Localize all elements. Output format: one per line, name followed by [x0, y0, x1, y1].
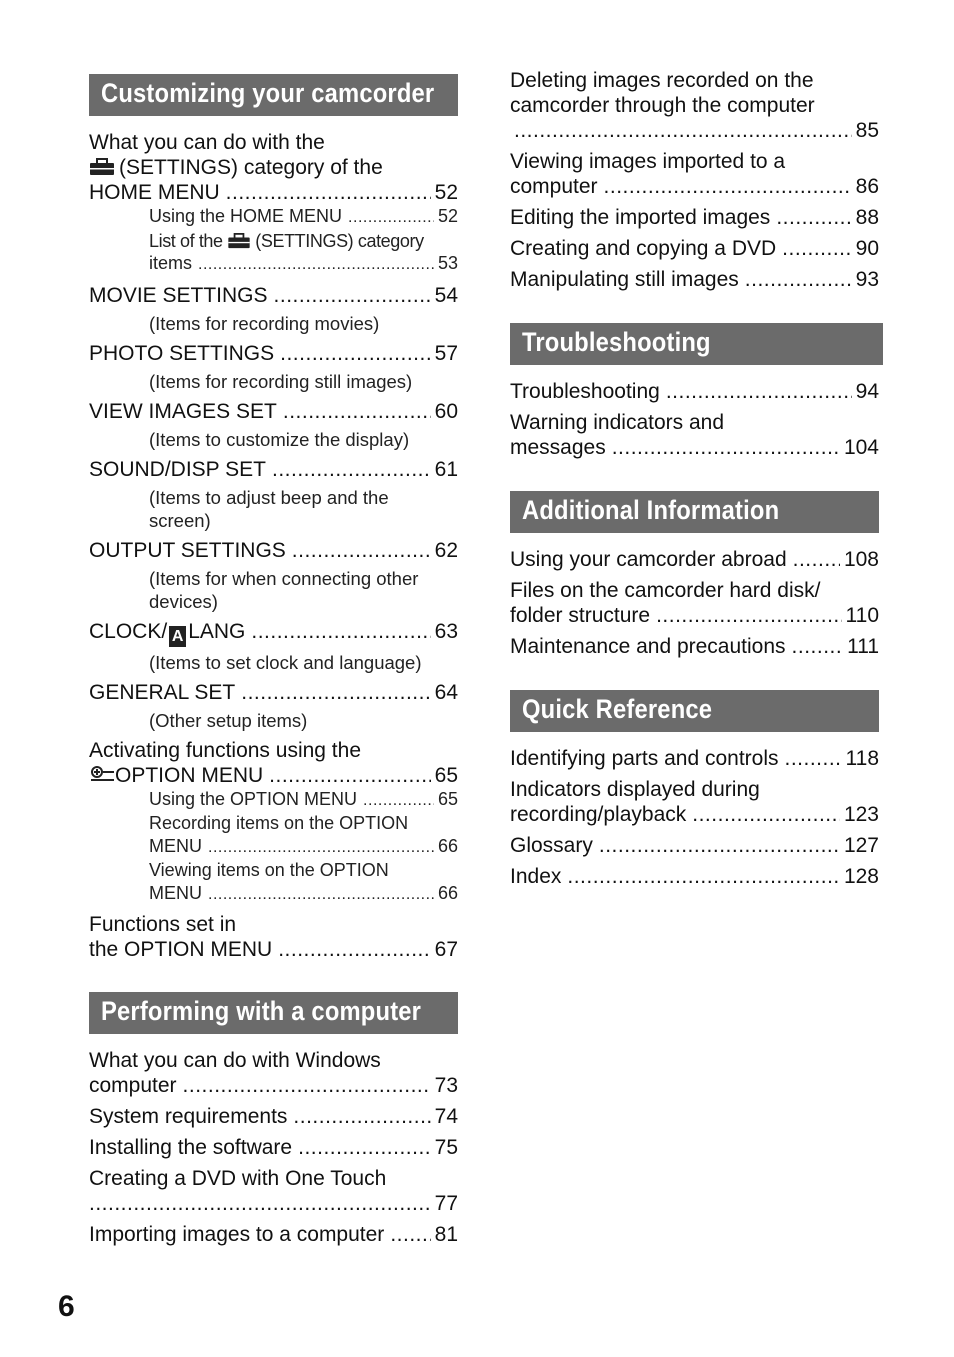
leader-dots — [298, 1135, 431, 1160]
right-column — [510, 68, 879, 889]
toc-subentry-viewing-option[interactable]: Viewing items on the OPTION MENU ..... 66 — [149, 859, 458, 906]
page-ref: 86 — [855, 175, 879, 198]
toc-entry-index[interactable]: Index ..... 128 — [510, 864, 879, 889]
leader-dots — [390, 1222, 430, 1247]
page-ref: 66 — [437, 835, 458, 856]
leader-dots — [692, 802, 840, 827]
page-ref: 77 — [434, 1192, 458, 1215]
section-header-quick-reference: Quick Reference — [510, 690, 879, 732]
leader-dots — [272, 457, 431, 482]
leader-dots — [283, 399, 431, 424]
leader-dots — [241, 680, 430, 705]
toc-entry-editing[interactable]: Editing the imported images ..... 88 — [510, 205, 879, 230]
toc-entry-view-images-set[interactable]: VIEW IMAGES SET ..... 60 — [89, 399, 458, 424]
leader-dots — [278, 937, 430, 962]
page-ref: 65 — [437, 788, 458, 809]
page-ref: 94 — [855, 380, 879, 403]
page-ref: 52 — [434, 181, 458, 204]
leader-dots — [198, 254, 434, 277]
leader-dots — [599, 833, 840, 858]
leader-dots — [292, 538, 431, 563]
toc-entry-photo-settings[interactable]: PHOTO SETTINGS ..... 57 — [89, 341, 458, 366]
toc-entry-identifying[interactable]: Identifying parts and controls ..... 118 — [510, 746, 879, 771]
toc-entry-deleting[interactable]: Deleting images recorded on the camcorder through the computer ..... 85 — [510, 68, 879, 143]
toolbox-icon — [227, 232, 251, 248]
leader-dots — [782, 236, 851, 261]
leader-dots — [274, 283, 431, 308]
page-ref: 57 — [434, 341, 458, 365]
page-ref: 81 — [434, 1223, 458, 1246]
leader-dots — [785, 746, 842, 771]
page-ref: 52 — [437, 206, 458, 226]
leader-dots — [793, 547, 840, 572]
toc-entry-glossary[interactable]: Glossary ..... 127 — [510, 833, 879, 858]
leader-dots — [514, 118, 852, 143]
page-ref: 88 — [855, 206, 879, 229]
toolbox-icon — [89, 157, 115, 175]
page-ref: 60 — [434, 399, 458, 423]
page-ref: 108 — [843, 548, 879, 571]
leader-dots — [89, 1191, 431, 1216]
page-number: 6 — [58, 1290, 75, 1323]
toc-entry-system-requirements[interactable]: System requirements ..... 74 — [89, 1104, 458, 1129]
page-ref: 66 — [437, 882, 458, 903]
page-ref: 74 — [434, 1105, 458, 1128]
page-ref: 62 — [434, 538, 458, 562]
section-header-troubleshooting: Troubleshooting — [510, 323, 883, 365]
toc-entry-troubleshooting[interactable]: Troubleshooting ..... 94 — [510, 379, 879, 404]
page-ref: 61 — [434, 457, 458, 481]
leader-dots — [666, 379, 852, 404]
toc-entry-viewing-imported[interactable]: Viewing images imported to a computer ..... 86 — [510, 149, 879, 199]
toc-entry-settings[interactable]: What you can do with the (SETTINGS) category of the HOME MENU ..... 52 — [89, 130, 458, 205]
toc-entry-clock-lang[interactable]: CLOCK/ A LANG ..... 63 — [89, 619, 458, 647]
toc-entry-abroad[interactable]: Using your camcorder abroad ..... 108 — [510, 547, 879, 572]
page-ref: 118 — [845, 747, 879, 770]
toc-entry-warning[interactable]: Warning indicators and messages ..... 104 — [510, 410, 879, 460]
leader-dots — [792, 634, 844, 659]
leader-dots — [208, 837, 434, 860]
left-column — [89, 74, 458, 1247]
page-ref: 75 — [434, 1136, 458, 1159]
toc-note: (Items for recording movies) — [149, 312, 380, 334]
toc-entry-importing[interactable]: Importing images to a computer ..... 81 — [89, 1222, 458, 1247]
toc-entry-sound-disp-set[interactable]: SOUND/DISP SET ..... 61 — [89, 457, 458, 482]
leader-dots — [251, 619, 430, 644]
leader-dots — [776, 205, 851, 230]
leader-dots — [612, 435, 840, 460]
page-ref: 53 — [437, 253, 458, 273]
option-menu-icon — [89, 765, 115, 785]
page-ref: 123 — [843, 803, 879, 826]
page-ref: 127 — [843, 834, 879, 857]
section-header-additional: Additional Information — [510, 491, 879, 533]
toc-subentry-using-option[interactable]: Using the OPTION MENU ..... 65 — [149, 788, 458, 813]
leader-dots — [269, 763, 430, 788]
leader-dots — [226, 180, 431, 205]
page-ref: 67 — [434, 938, 458, 961]
toc-note: (Items for recording still images) — [149, 370, 413, 392]
leader-dots — [567, 864, 840, 889]
toc-note: (Items to set clock and language) — [149, 651, 422, 673]
page-ref: 128 — [843, 865, 879, 888]
section-header-computer: Performing with a computer — [89, 992, 458, 1034]
toc-entry-indicators[interactable]: Indicators displayed during recording/playback ..... 123 — [510, 777, 879, 827]
a-letter-icon: A — [169, 626, 186, 647]
toc-entry-dvd-one-touch[interactable]: Creating a DVD with One Touch ..... 77 — [89, 1166, 458, 1216]
leader-dots — [208, 884, 434, 907]
toc-note: (Other setup items) — [149, 709, 308, 731]
toc-entry-creating-dvd[interactable]: Creating and copying a DVD ..... 90 — [510, 236, 879, 261]
leader-dots — [656, 603, 841, 628]
toc-entry-option-menu[interactable]: Activating functions using the OPTION MENU ..... 65 — [89, 738, 458, 788]
leader-dots — [183, 1073, 431, 1098]
toc-entry-manipulating[interactable]: Manipulating still images ..... 93 — [510, 267, 879, 292]
page-ref: 85 — [855, 119, 879, 142]
toc-entry-functions-set[interactable]: Functions set in the OPTION MENU ..... 67 — [89, 912, 458, 962]
page-ref: 110 — [845, 604, 879, 627]
toc-entry-installing[interactable]: Installing the software ..... 75 — [89, 1135, 458, 1160]
toc-entry-files[interactable]: Files on the camcorder hard disk/ folder structure ..... 110 — [510, 578, 879, 628]
leader-dots — [604, 174, 852, 199]
toc-entry-output-settings[interactable]: OUTPUT SETTINGS ..... 62 — [89, 538, 458, 563]
toc-entry-windows[interactable]: What you can do with Windows computer ..... 73 — [89, 1048, 458, 1098]
toc-note: (Items to customize the display) — [149, 428, 410, 450]
page-ref: 63 — [434, 619, 458, 643]
toc-entry-general-set[interactable]: GENERAL SET ..... 64 — [89, 680, 458, 705]
page-ref: 65 — [434, 763, 458, 787]
page-ref: 64 — [434, 680, 458, 704]
leader-dots — [363, 790, 434, 813]
page-ref: 104 — [843, 436, 879, 459]
page-ref: 111 — [847, 635, 879, 658]
leader-dots — [745, 267, 852, 292]
page-ref: 54 — [434, 283, 458, 307]
section-header-customizing: Customizing your camcorder — [89, 74, 458, 116]
page-ref: 73 — [434, 1074, 458, 1097]
page-ref: 93 — [855, 268, 879, 291]
toc-entry-movie-settings[interactable]: MOVIE SETTINGS ..... 54 — [89, 283, 458, 308]
toc-note: (Items for when connecting other devices) — [149, 567, 419, 612]
toc-subentry-recording-option[interactable]: Recording items on the OPTION MENU ..... 66 — [149, 812, 458, 859]
leader-dots — [280, 341, 431, 366]
toc-entry-maintenance[interactable]: Maintenance and precautions ..... 111 — [510, 634, 879, 659]
toc-subentry-home-menu[interactable]: Using the HOME MENU ..... 52 — [149, 205, 458, 230]
toc-note: (Items to adjust beep and the screen) — [149, 486, 389, 531]
leader-dots — [348, 207, 434, 230]
page-ref: 90 — [855, 237, 879, 260]
toc-subentry-list-settings[interactable]: List of the (SETTINGS) category items ..... 53 — [149, 230, 458, 277]
leader-dots — [293, 1104, 430, 1129]
